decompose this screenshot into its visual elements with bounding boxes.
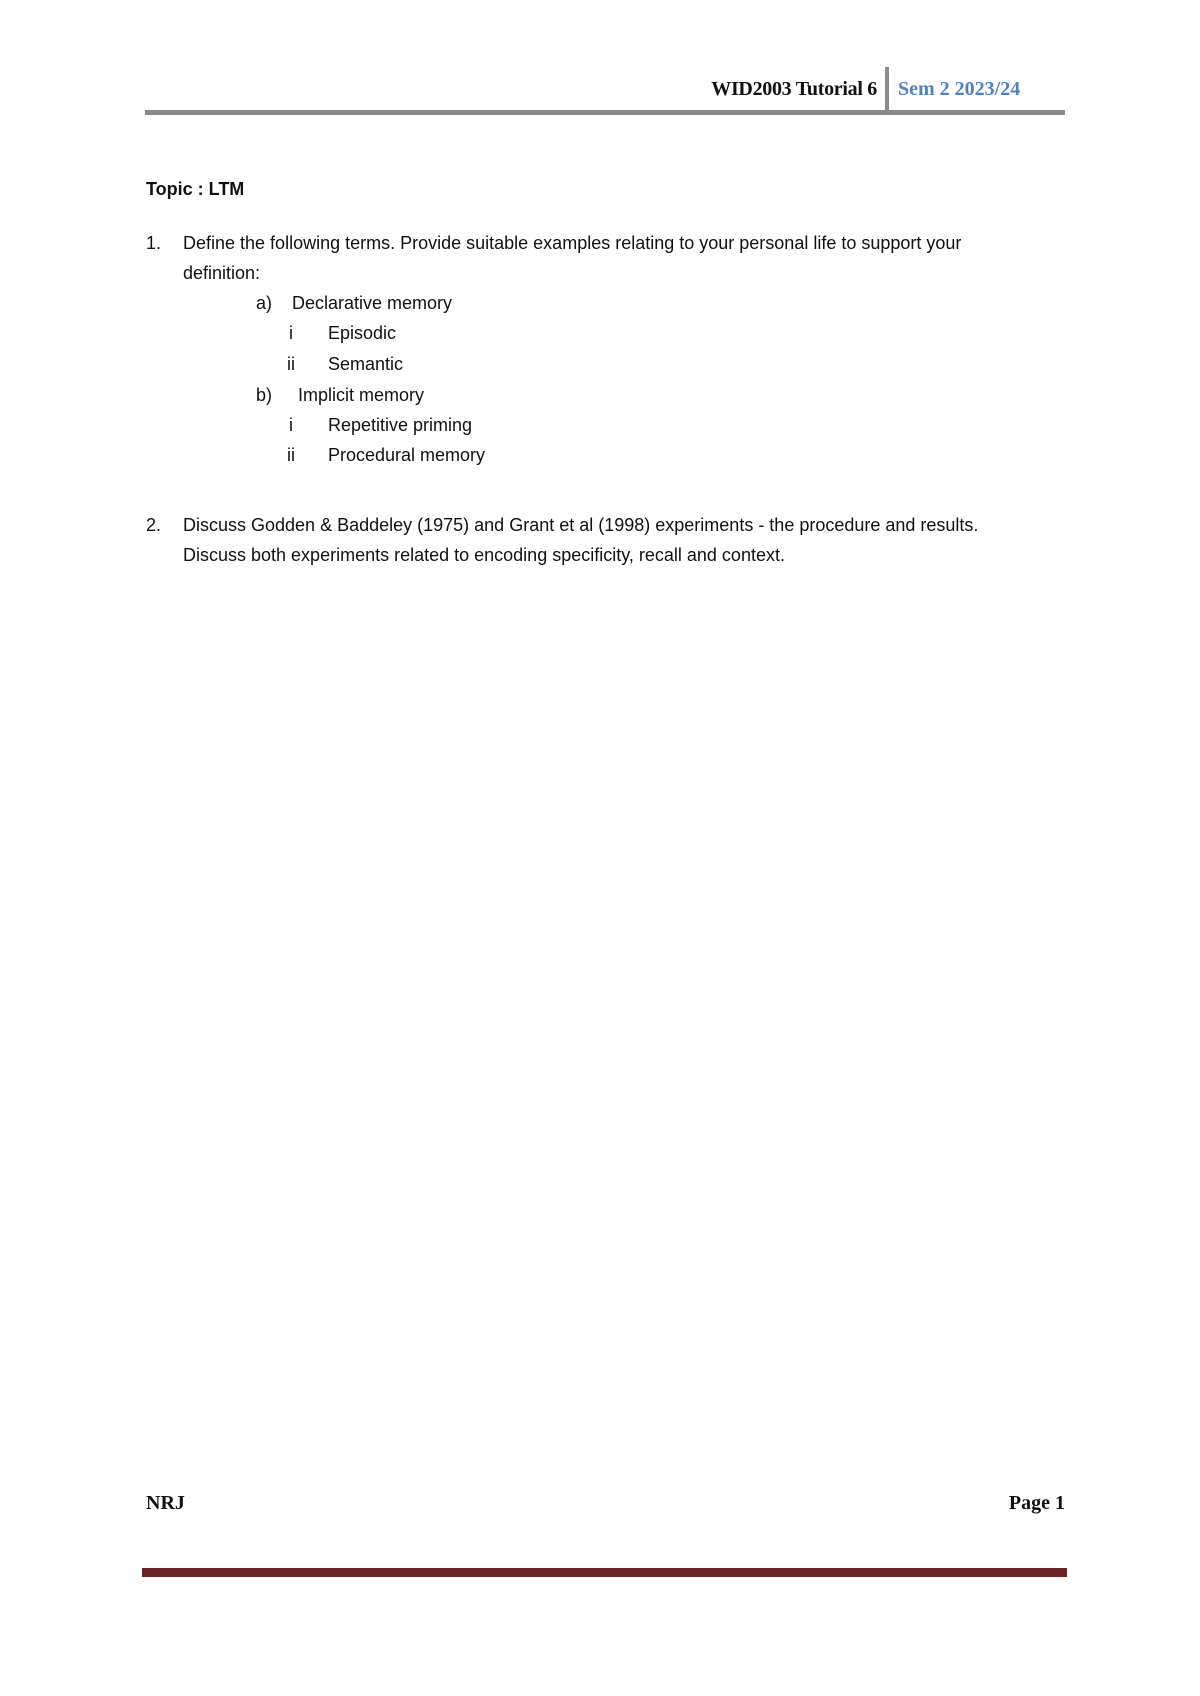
- question-2: [146, 510, 1046, 570]
- question-number: 1.: [146, 233, 162, 253]
- item-text: Repetitive priming: [328, 415, 473, 435]
- part-text: Declarative memory: [292, 293, 453, 313]
- item-label: i: [289, 415, 293, 435]
- part-text: Implicit memory: [298, 385, 425, 405]
- item-label: i: [289, 323, 293, 343]
- item-text: Semantic: [328, 354, 404, 374]
- item-label: ii: [287, 445, 295, 465]
- item-text: Episodic: [328, 323, 397, 343]
- footer-rule: [142, 1568, 1067, 1577]
- footer-initials: NRJ: [146, 1492, 185, 1514]
- question-text: Discuss Godden & Baddeley (1975) and Grant et al (1998) experiments - the procedure and results. Discuss both experiments related to encoding specificity, recall and context.: [183, 515, 979, 565]
- item-label: ii: [287, 354, 295, 374]
- header-rule: [145, 110, 1065, 115]
- header-course-title: WID2003 Tutorial 6: [711, 78, 877, 100]
- topic-heading: Topic : LTM: [146, 179, 245, 199]
- page-number: Page 1: [1008, 1492, 1065, 1514]
- part-label: b): [256, 385, 273, 405]
- item-text: Procedural memory: [328, 445, 486, 465]
- question-number: 2.: [146, 515, 162, 535]
- header-divider: [885, 67, 889, 113]
- part-label: a): [256, 293, 273, 313]
- question-text: Define the following terms. Provide suitable examples relating to your personal life to support your definition:: [183, 233, 962, 283]
- header-semester: Sem 2 2023/24: [898, 78, 1021, 100]
- question-1: [146, 228, 1046, 288]
